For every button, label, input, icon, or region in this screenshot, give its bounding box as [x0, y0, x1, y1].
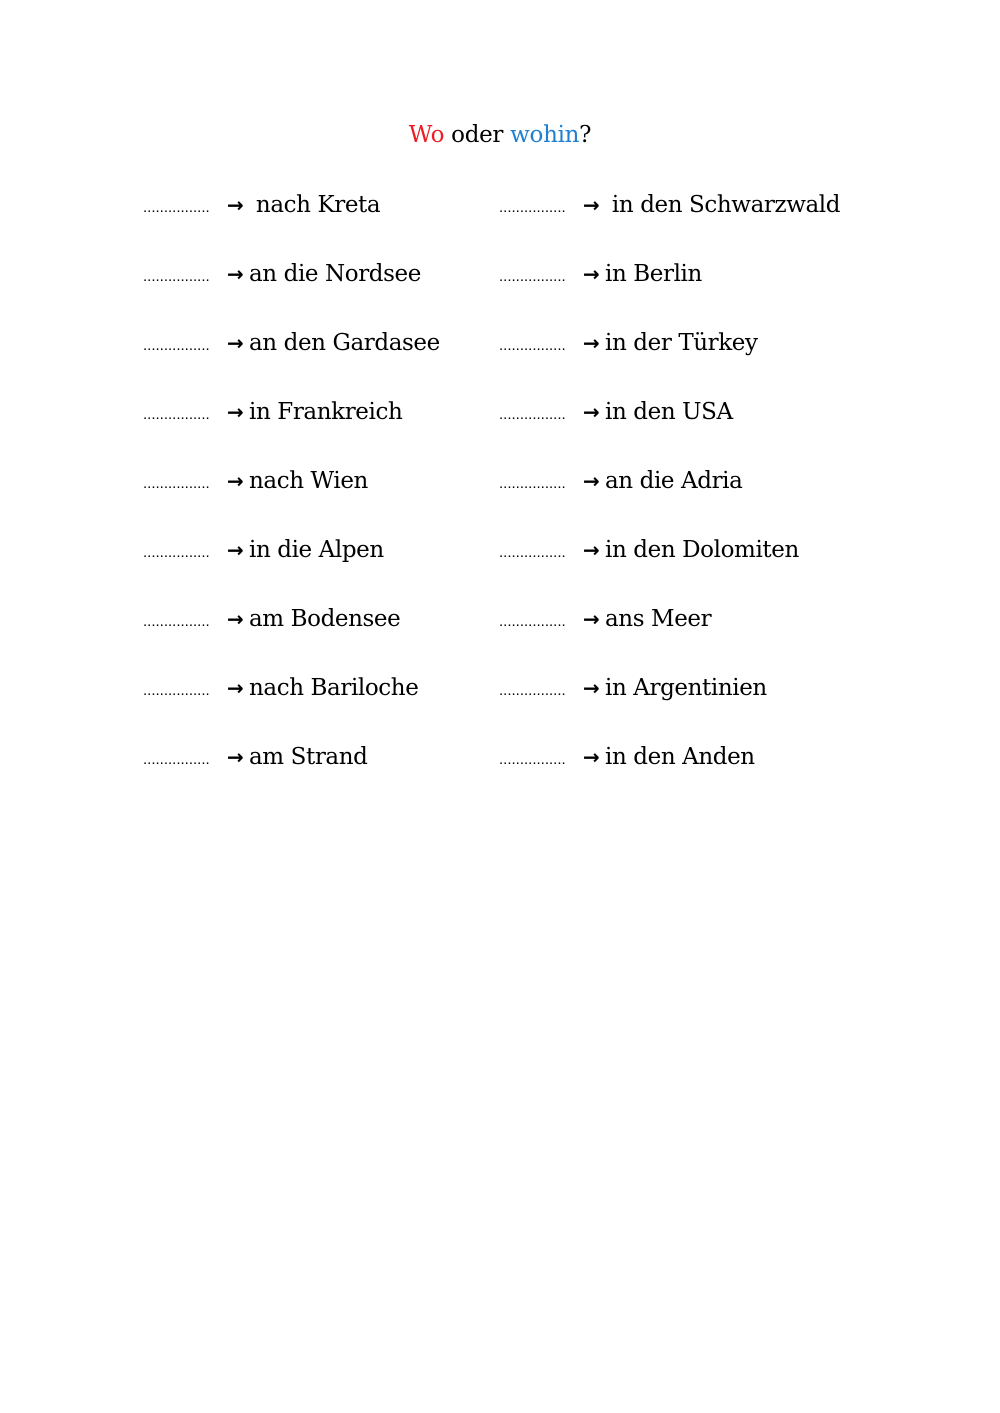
- phrase: in die Alpen: [249, 537, 384, 563]
- exercise-row: [143, 255, 863, 324]
- answer-blank[interactable]: ................: [143, 613, 210, 630]
- exercise-item: [499, 324, 758, 365]
- exercise-row: [143, 186, 863, 255]
- arrow-icon: →: [227, 400, 244, 424]
- exercise-row: [143, 669, 863, 738]
- title-word-oder: oder: [451, 122, 504, 148]
- exercise-row: [143, 600, 863, 669]
- page-title: [0, 118, 1000, 152]
- phrase: in den Dolomiten: [605, 537, 799, 563]
- phrase: in Argentinien: [605, 675, 767, 701]
- phrase: an die Adria: [605, 468, 743, 494]
- title-word-wo: Wo: [408, 122, 445, 148]
- exercise-item: [143, 255, 421, 296]
- arrow-icon: →: [583, 331, 600, 355]
- phrase: an den Gardasee: [249, 330, 440, 356]
- answer-blank[interactable]: ................: [143, 268, 210, 285]
- phrase: in den Anden: [605, 744, 755, 770]
- answer-blank[interactable]: ................: [499, 199, 566, 216]
- phrase: am Strand: [249, 744, 368, 770]
- exercise-row: [143, 738, 863, 807]
- answer-blank[interactable]: ................: [499, 682, 566, 699]
- answer-blank[interactable]: ................: [143, 682, 210, 699]
- arrow-icon: →: [227, 331, 244, 355]
- arrow-icon: →: [227, 745, 244, 769]
- exercise-item: [143, 600, 400, 641]
- exercise-item: [143, 669, 418, 710]
- arrow-icon: →: [227, 469, 244, 493]
- answer-blank[interactable]: ................: [499, 613, 566, 630]
- answer-blank[interactable]: ................: [143, 199, 210, 216]
- arrow-icon: →: [227, 607, 244, 631]
- exercise-item: [143, 462, 368, 503]
- phrase: in Frankreich: [249, 399, 403, 425]
- exercise-item: [499, 462, 742, 503]
- exercise-row: [143, 531, 863, 600]
- phrase: am Bodensee: [249, 606, 401, 632]
- exercise-item: [499, 186, 840, 227]
- exercise-item: [143, 393, 402, 434]
- phrase: in Berlin: [605, 261, 702, 287]
- phrase: nach Kreta: [249, 192, 381, 218]
- exercise-item: [499, 393, 733, 434]
- exercise-item: [499, 600, 711, 641]
- exercise-item: [499, 531, 799, 572]
- answer-blank[interactable]: ................: [499, 268, 566, 285]
- answer-blank[interactable]: ................: [499, 337, 566, 354]
- answer-blank[interactable]: ................: [499, 406, 566, 423]
- exercise-item: [143, 324, 440, 365]
- arrow-icon: →: [583, 262, 600, 286]
- arrow-icon: →: [227, 262, 244, 286]
- phrase: an die Nordsee: [249, 261, 421, 287]
- answer-blank[interactable]: ................: [143, 751, 210, 768]
- arrow-icon: →: [583, 607, 600, 631]
- answer-blank[interactable]: ................: [143, 544, 210, 561]
- answer-blank[interactable]: ................: [499, 475, 566, 492]
- exercise-item: [143, 186, 380, 227]
- exercise-row: [143, 393, 863, 462]
- exercise-list: [143, 186, 863, 807]
- exercise-row: [143, 462, 863, 531]
- title-question-mark: ?: [579, 122, 592, 148]
- exercise-item: [499, 738, 755, 779]
- answer-blank[interactable]: ................: [143, 406, 210, 423]
- arrow-icon: →: [583, 469, 600, 493]
- phrase: in den USA: [605, 399, 733, 425]
- exercise-item: [499, 255, 702, 296]
- exercise-row: [143, 324, 863, 393]
- answer-blank[interactable]: ................: [143, 475, 210, 492]
- answer-blank[interactable]: ................: [143, 337, 210, 354]
- phrase: ans Meer: [605, 606, 712, 632]
- exercise-item: [143, 738, 367, 779]
- answer-blank[interactable]: ................: [499, 751, 566, 768]
- arrow-icon: →: [227, 676, 244, 700]
- exercise-item: [499, 669, 767, 710]
- arrow-icon: →: [583, 745, 600, 769]
- phrase: in den Schwarzwald: [605, 192, 841, 218]
- answer-blank[interactable]: ................: [499, 544, 566, 561]
- exercise-item: [143, 531, 384, 572]
- arrow-icon: →: [583, 538, 600, 562]
- phrase: in der Türkey: [605, 330, 758, 356]
- arrow-icon: →: [583, 193, 600, 217]
- phrase: nach Bariloche: [249, 675, 419, 701]
- arrow-icon: →: [583, 676, 600, 700]
- arrow-icon: →: [227, 538, 244, 562]
- title-word-wohin: wohin: [510, 122, 580, 148]
- arrow-icon: →: [583, 400, 600, 424]
- phrase: nach Wien: [249, 468, 368, 494]
- arrow-icon: →: [227, 193, 244, 217]
